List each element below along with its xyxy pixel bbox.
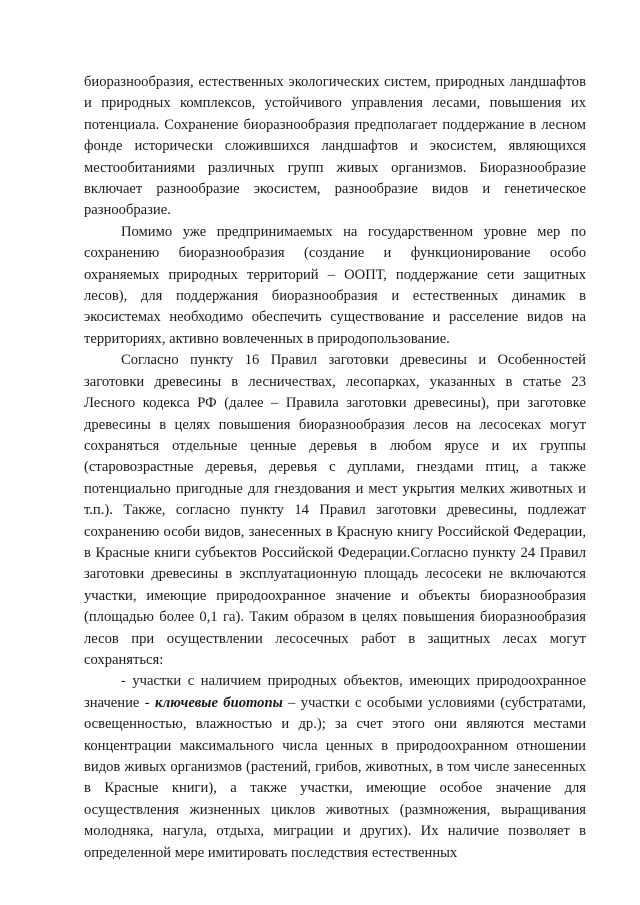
key-biotopes-description: – участки с особыми условиями (субстратами, освещенностью, влажностью и др.); за счет этого они являются местами концентрации максимального числа ценных в природоохранном отношении видов живых организмов (растений, грибов, животных, в том числе занесенных в Красные книги), а также участки, имеющие особое значение для осуществления жизненных циклов животных (размножения, выращивания молодняка, нагула, отдыха, миграции и других). Их наличие позволяет в определенной мере имитировать последствия естественных: [84, 694, 586, 861]
paragraph-logging-rules: Согласно пункту 16 Правил заготовки древесины и Особенностей заготовки древесины в лесничествах, лесопарках, указанных в статье 23 Лесного кодекса РФ (далее – Правила заготовки древесины), при заготовке древесины в целях повышения биоразнообразия лесов на лесосеках могут сохраняться отдельные ценные деревья в любом ярусе и их группы (старовозрастные деревья, деревья с дуплами, гнездами птиц, а также потенциально пригодные для гнездования и мест укрытия мелких животных и т.п.). Также, согласно пункту 14 Правил заготовки древесины, подлежат сохранению особи видов, занесенных в Красную книгу Российской Федерации, в Красные книги субъектов Российской Федерации.Согласно пункту 24 Правил заготовки древесины в эксплуатационную площадь лесосеки не включаются участки, имеющие природоохранное значение и объекты биоразнообразия (площадью более 0,1 га). Таким образом в целях повышения биоразнообразия лесов при осуществлении лесосечных работ в защитных лесах могут сохраняться:: [84, 352, 586, 668]
paragraph-continuation: биоразнообразия, естественных экологических систем, природных ландшафтов и природных комплексов, устойчивого управления лесами, повышения их потенциала. Сохранение биоразнообразия предполагает поддержание в лесном фонде исторически сложившихся ландшафтов и экосистем, являющихся местообитаниями различных групп живых организмов. Биоразнообразие включает разнообразие экосистем, разнообразие видов и генетическое разнообразие.: [84, 74, 586, 219]
key-biotopes-lead: - участки с наличием природных объектов, имеющих природоохранное значение -: [84, 673, 586, 711]
document-body: [84, 72, 586, 864]
paragraph-oopt-measures: Помимо уже предпринимаемых на государственном уровне мер по сохранению биоразнообразия (создание и функционирование особо охраняемых природных территорий – ООПТ, поддержание сети защитных лесов), для поддержания биоразнообразия и естественных динамик в экосистемах необходимо обеспечить существование и расселение видов на территориях, активно вовлеченных в природопользование.: [84, 223, 586, 347]
key-biotopes-term: ключевые биотопы: [155, 694, 283, 711]
paragraph-key-biotopes: [84, 671, 586, 864]
